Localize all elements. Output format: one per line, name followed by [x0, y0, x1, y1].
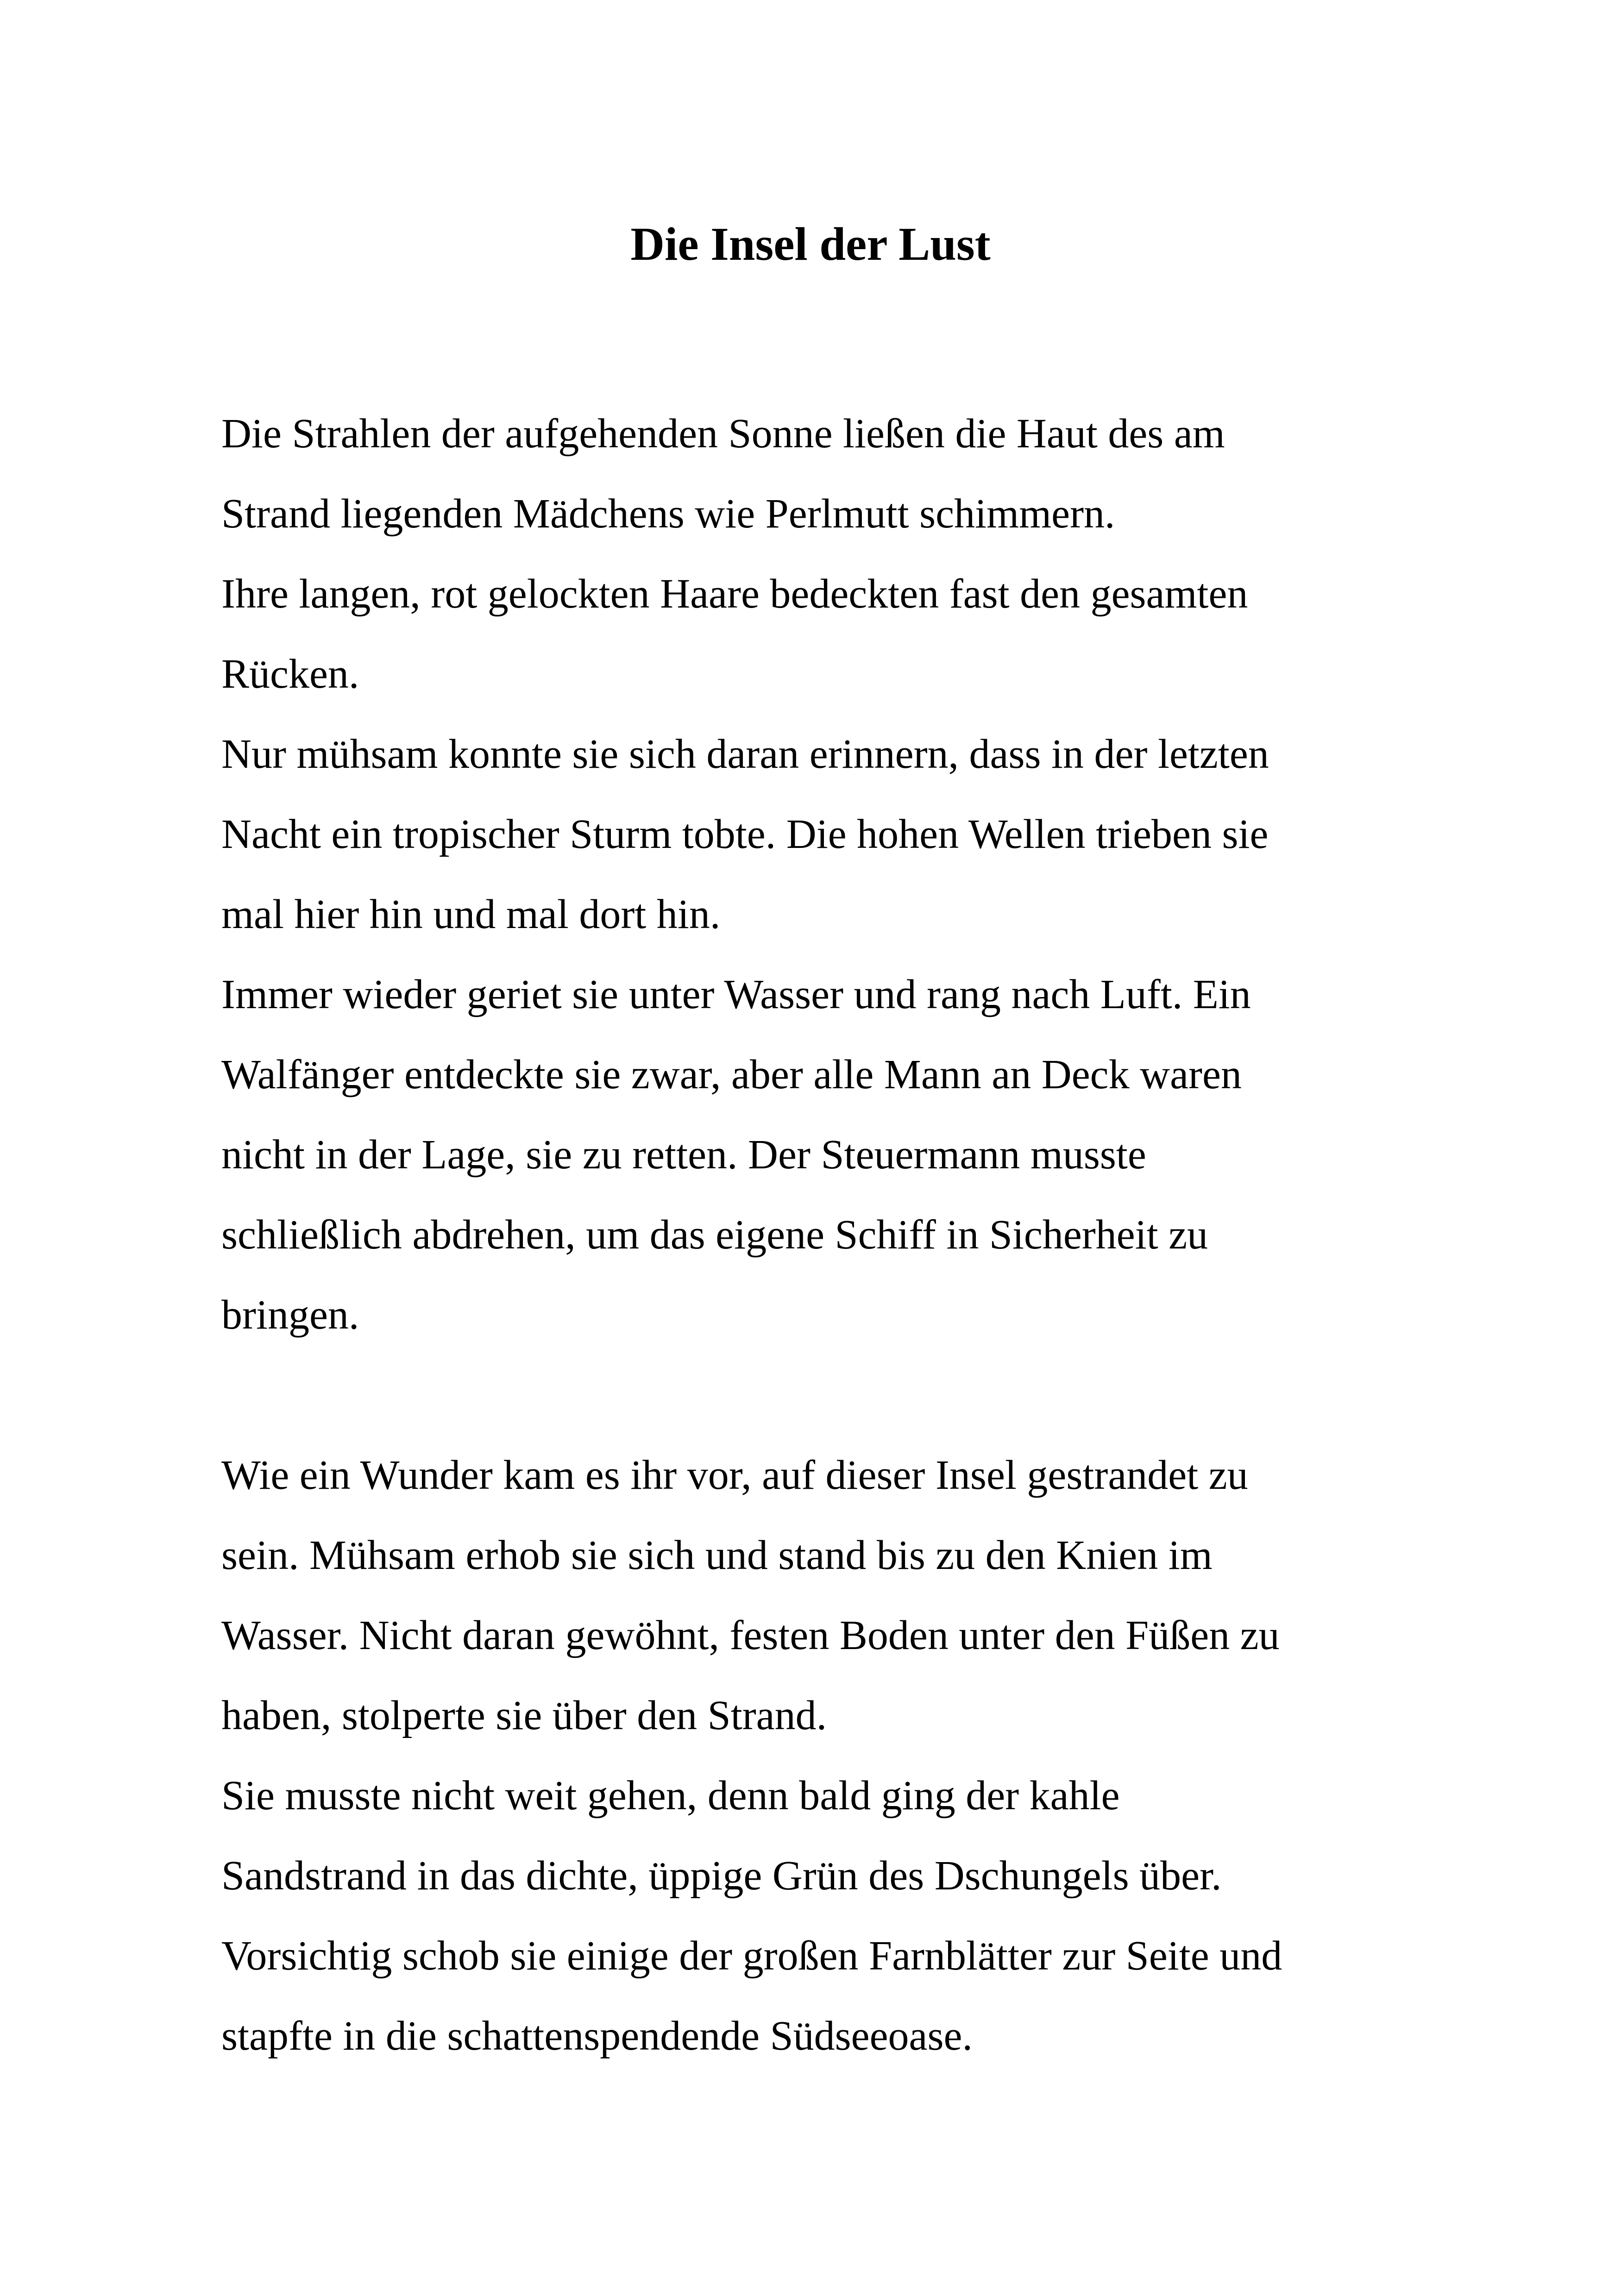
text-line: Strand liegenden Mädchens wie Perlmutt schimmern.	[221, 491, 1115, 537]
text-line: Nur mühsam konnte sie sich daran erinnern, dass in der letzten	[221, 731, 1269, 777]
text-line: haben, stolperte sie über den Strand.	[221, 1693, 827, 1738]
text-line: Ihre langen, rot gelockten Haare bedeckten fast den gesamten	[221, 571, 1248, 617]
text-line: Walfänger entdeckte sie zwar, aber alle Mann an Deck waren	[221, 1052, 1242, 1098]
document-title: Die Insel der Lust	[630, 218, 991, 270]
text-line: mal hier hin und mal dort hin.	[221, 891, 721, 937]
text-line: Immer wieder geriet sie unter Wasser und rang nach Luft. Ein	[221, 972, 1251, 1017]
text-line: nicht in der Lage, sie zu retten. Der Steuermann musste	[221, 1132, 1146, 1178]
text-line: Wasser. Nicht daran gewöhnt, festen Boden unter den Füßen zu	[221, 1612, 1280, 1658]
text-line: Die Strahlen der aufgehenden Sonne ließen die Haut des am	[221, 411, 1225, 457]
text-line: Sandstrand in das dichte, üppige Grün des Dschungels über.	[221, 1853, 1222, 1899]
text-line: Sie musste nicht weit gehen, denn bald ging der kahle	[221, 1773, 1120, 1819]
text-line: Wie ein Wunder kam es ihr vor, auf dieser Insel gestrandet zu	[221, 1452, 1248, 1498]
text-line: Nacht ein tropischer Sturm tobte. Die hohen Wellen trieben sie	[221, 811, 1269, 857]
text-line: bringen.	[221, 1292, 359, 1338]
text-line: Vorsichtig schob sie einige der großen Farnblätter zur Seite und	[221, 1933, 1282, 1979]
text-line: schließlich abdrehen, um das eigene Schiff in Sicherheit zu	[221, 1212, 1208, 1258]
text-line: Rücken.	[221, 651, 359, 697]
text-line: sein. Mühsam erhob sie sich und stand bis zu den Knien im	[221, 1532, 1213, 1578]
text-line: stapfte in die schattenspendende Südseeoase.	[221, 2013, 973, 2059]
